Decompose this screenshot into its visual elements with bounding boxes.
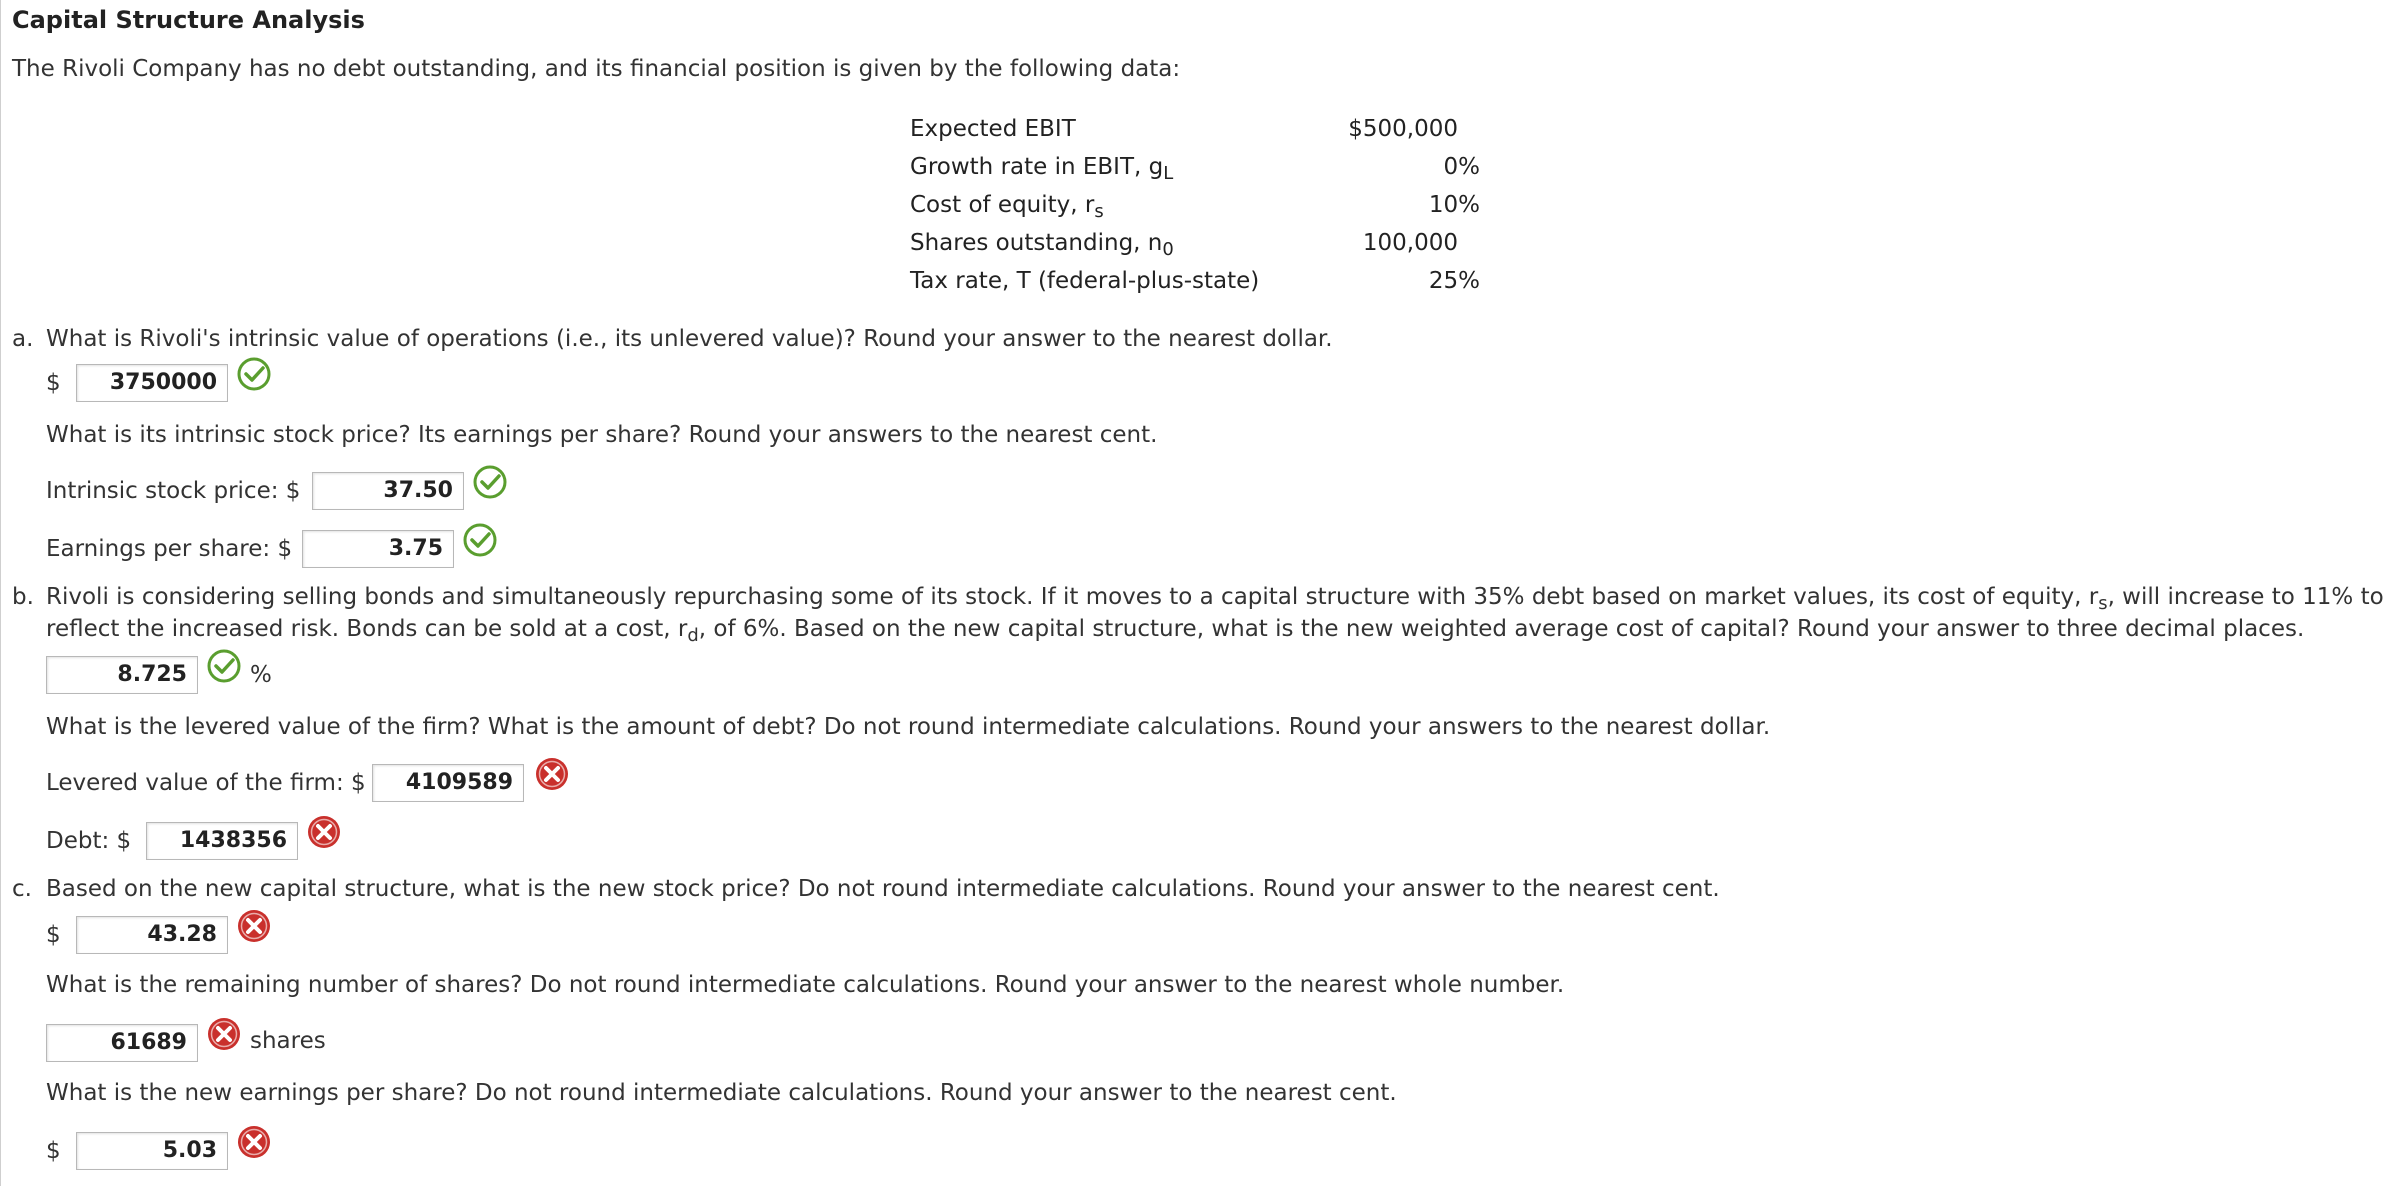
eps-input[interactable]: 3.75 [302,530,454,568]
part-b-question-line1: Rivoli is considering selling bonds and simultaneously repurchasing some of its stock. If it moves to a capital structure with 35% debt based on market values, its cost of equity, $r_s$, will increase to 11% to [46,584,2384,615]
part-a-label: a. [12,326,34,352]
given-label-ebit: Expected EBIT [910,116,1076,142]
part-b-followup: What is the levered value of the firm? What is the amount of debt? Do not round intermediate calculations. Round your answers to the nearest dollar. [46,714,1771,740]
part-c-question: Based on the new capital structure, what is the new stock price? Do not round intermediate calculations. Round your answer to the nearest cent. [46,876,1720,902]
wacc-unit: % [250,662,272,688]
given-label-growth: Growth rate in EBIT, $g_L$ [910,154,1174,185]
check-icon [206,648,242,684]
remaining-shares-input[interactable]: 61689 [46,1024,198,1062]
levered-value-label: Levered value of the firm: $ [46,770,366,796]
shares-question: What is the remaining number of shares? Do not round intermediate calculations. Round your answer to the nearest whole number. [46,972,1565,998]
x-icon [236,908,272,944]
debt-input[interactable]: 1438356 [146,822,298,860]
given-value-ebit: $500,000 [1348,116,1458,142]
x-icon [236,1124,272,1160]
given-label-cost-equity: Cost of equity, $r_s$ [910,192,1104,223]
part-c-label: c. [12,876,32,902]
levered-value-input[interactable]: 4109589 [372,764,524,802]
debt-label: Debt: $ [46,828,132,854]
check-icon [472,464,508,500]
given-label-tax: Tax rate, T (federal-plus-state) [910,268,1260,294]
given-label-shares: Shares outstanding, $n_0$ [910,230,1174,261]
left-border [0,0,1,1186]
given-value-cost-equity: 10% [1428,192,1480,218]
new-eps-question: What is the new earnings per share? Do not round intermediate calculations. Round your answer to the nearest cent. [46,1080,1397,1106]
wacc-input[interactable]: 8.725 [46,656,198,694]
given-value-tax: 25% [1428,268,1480,294]
new-stock-price-input[interactable]: 43.28 [76,916,228,954]
check-icon [462,522,498,558]
given-value-growth: 0% [1443,154,1480,180]
given-value-shares: 100,000 [1362,230,1458,256]
new-eps-input[interactable]: 5.03 [76,1132,228,1170]
part-c-dollar: $ [46,922,61,948]
x-icon [534,756,570,792]
part-b-label: b. [12,584,34,610]
stock-price-label: Intrinsic stock price: $ [46,478,301,504]
eps-label: Earnings per share: $ [46,536,293,562]
stock-price-input[interactable]: 37.50 [312,472,464,510]
check-icon [236,356,272,392]
unlevered-value-input[interactable]: 3750000 [76,364,228,402]
part-a-followup: What is its intrinsic stock price? Its earnings per share? Round your answers to the nearest cent. [46,422,1158,448]
new-eps-dollar: $ [46,1138,61,1164]
x-icon [306,814,342,850]
part-a-dollar: $ [46,370,61,396]
intro-text: The Rivoli Company has no debt outstanding, and its financial position is given by the following data: [12,56,1181,82]
shares-unit: shares [250,1028,326,1054]
part-a-question: What is Rivoli's intrinsic value of operations (i.e., its unlevered value)? Round your answer to the nearest dollar. [46,326,1333,352]
x-icon [206,1016,242,1052]
part-b-question-line2: reflect the increased risk. Bonds can be sold at a cost, $r_d$, of 6%. Based on the new capital structure, what is the new weighted average cost of capital? Round your answer to three decimal places. [46,616,2305,647]
page-title: Capital Structure Analysis [12,6,365,34]
